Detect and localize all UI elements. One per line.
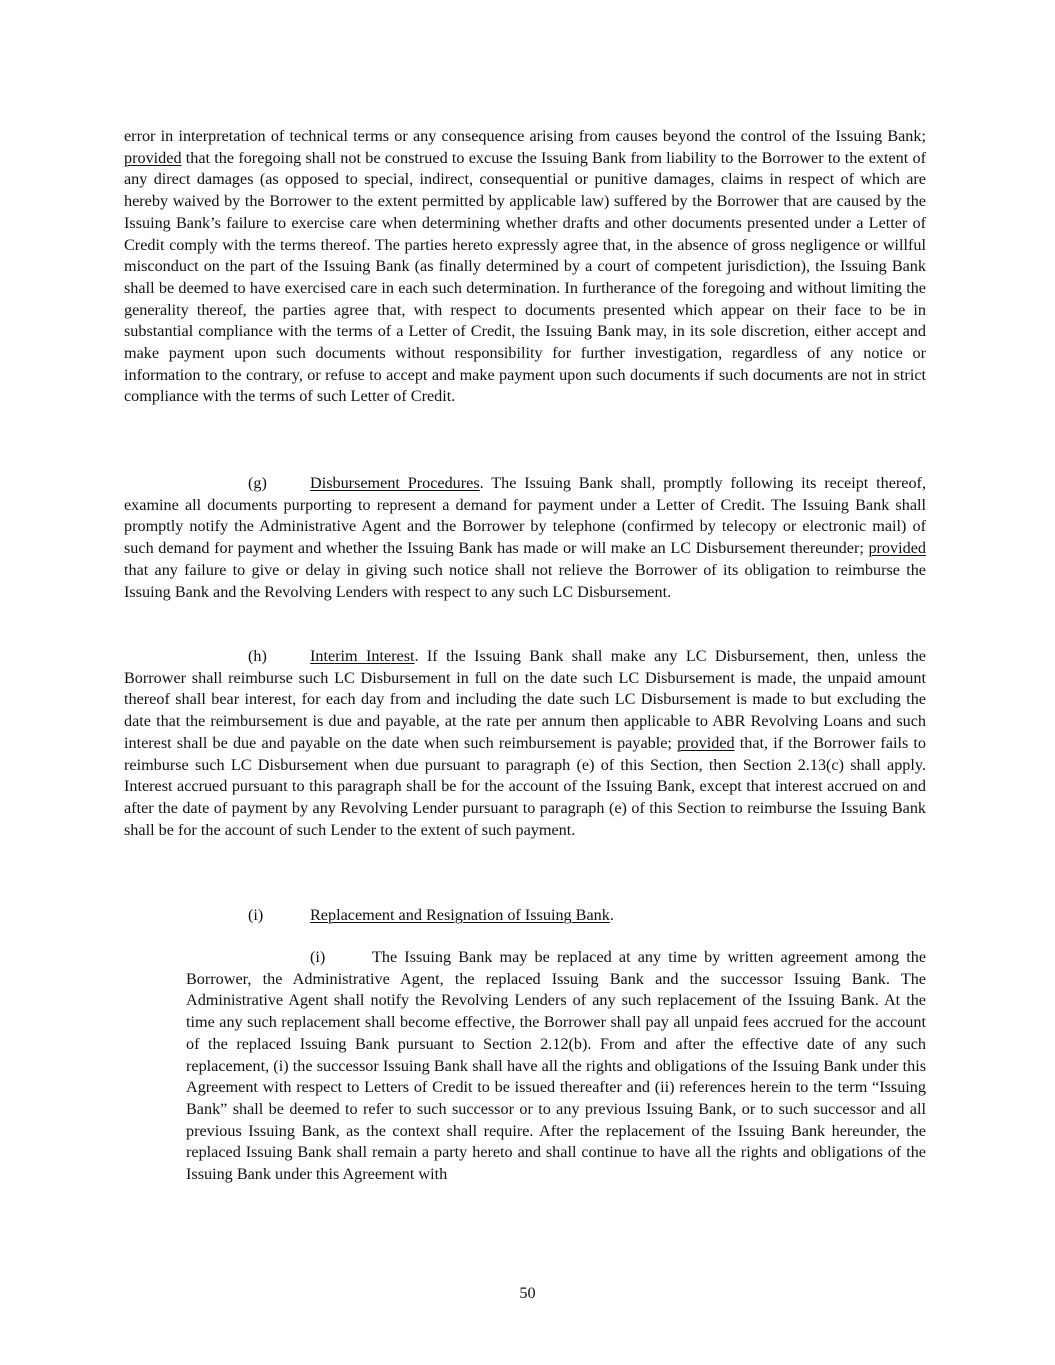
provided-term: provided [124, 148, 182, 167]
section-h-heading: Interim Interest [310, 647, 415, 665]
section-h-paragraph [124, 646, 926, 841]
section-i-sub-i-paragraph [186, 947, 926, 1186]
section-g-text-start: . The Issuing Bank shall, promptly following its receipt thereof, examine all documents purporting to represent a demand for payment under a Letter of Credit. The Issuing Bank shall promptly notify the Administrative Agent and the Borrower by telephone (confirmed by telecopy or electronic mail) of such demand for payment and whether the Issuing Bank has made or will make an LC Disbursement thereunder; [124, 474, 926, 558]
section-g-text-end: that any failure to give or delay in giving such notice shall not relieve the Borrower of its obligation to reimburse the Issuing Bank and the Revolving Lenders with respect to any such LC Disbursement. [124, 560, 926, 601]
sub-i-text: The Issuing Bank may be replaced at any time by written agreement among the Borrower, the Administrative Agent, the replaced Issuing Bank and the successor Issuing Bank. The Administrative Agent shall notify the Revolving Lenders of any such replacement of the Issuing Bank. At the time any such replacement shall become effective, the Borrower shall pay all unpaid fees accrued for the account of the replaced Issuing Bank pursuant to Section 2.12(b). From and after the effective date of any such replacement, (i) the successor Issuing Bank shall have all the rights and obligations of the Issuing Bank under this Agreement with respect to Letters of Credit to be issued thereafter and (ii) references herein to the term “Issuing Bank” shall be deemed to refer to such successor or to any previous Issuing Bank, or to such successor and all previous Issuing Bank, as the context shall require. After the replacement of the Issuing Bank hereunder, the replaced Issuing Bank shall remain a party hereto and shall continue to have all the rights and obligations of the Issuing Bank under this Agreement with [186, 948, 926, 1184]
section-i-marker: (i) [248, 906, 264, 924]
continuation-text-start: error in interpretation of technical terms or any consequence arising from causes beyond the control of the Issuing Bank; [124, 127, 926, 145]
section-h-text-start: . If the Issuing Bank shall make any LC Disbursement, then, unless the Borrower shall reimburse such LC Disbursement in full on the date such LC Disbursement is made, the unpaid amount thereof shall bear interest, for each day from and including the date such LC Disbursement is made to but excluding the date that the reimbursement is due and payable, at the rate per annum then applicable to ABR Revolving Loans and such interest shall be due and payable on the date when such reimbursement is payable; [124, 647, 926, 752]
provided-term: provided [868, 539, 926, 558]
section-g-heading: Disbursement Procedures [310, 474, 480, 492]
section-i-heading: Replacement and Resignation of Issuing Bank [310, 906, 610, 924]
continuation-paragraph [124, 126, 926, 408]
page-number: 50 [519, 1284, 536, 1302]
section-h-marker: (h) [248, 647, 267, 665]
sub-i-marker: (i) [310, 948, 326, 966]
provided-term: provided [677, 733, 735, 752]
section-i-heading-period: . [609, 906, 614, 924]
continuation-text-end: that the foregoing shall not be construed to excuse the Issuing Bank from liability to the Borrower to the extent of any direct damages (as opposed to special, indirect, consequential or punitive damages, claims in respect of which are hereby waived by the Borrower to the extent permitted by applicable law) suffered by the Borrower that are caused by the Issuing Bank’s failure to exercise care when determining whether drafts and other documents presented under a Letter of Credit comply with the terms thereof. The parties hereto expressly agree that, in the absence of gross negligence or willful misconduct on the part of the Issuing Bank (as finally determined by a court of competent jurisdiction), the Issuing Bank shall be deemed to have exercised care in each such determination. In furtherance of the foregoing and without limiting the generality thereof, the parties agree that, with respect to documents presented which appear on their face to be in substantial compliance with the terms of a Letter of Credit, the Issuing Bank may, in its sole discretion, either accept and make payment upon such documents without responsibility for further investigation, regardless of any notice or information to the contrary, or refuse to accept and make payment upon such documents if such documents are not in strict compliance with the terms of such Letter of Credit. [124, 148, 926, 406]
section-g-marker: (g) [248, 474, 267, 492]
section-h-text-end: that, if the Borrower fails to reimburse such LC Disbursement when due pursuant to paragraph (e) of this Section, then Section 2.13(c) shall apply. Interest accrued pursuant to this paragraph shall be for the account of the Issuing Bank, except that interest accrued on and after the date of payment by any Revolving Lender pursuant to paragraph (e) of this Section to reimburse the Issuing Bank shall be for the account of such Lender to the extent of such payment. [124, 733, 926, 839]
section-g-paragraph [124, 473, 926, 603]
section-i-heading-line [248, 905, 614, 927]
